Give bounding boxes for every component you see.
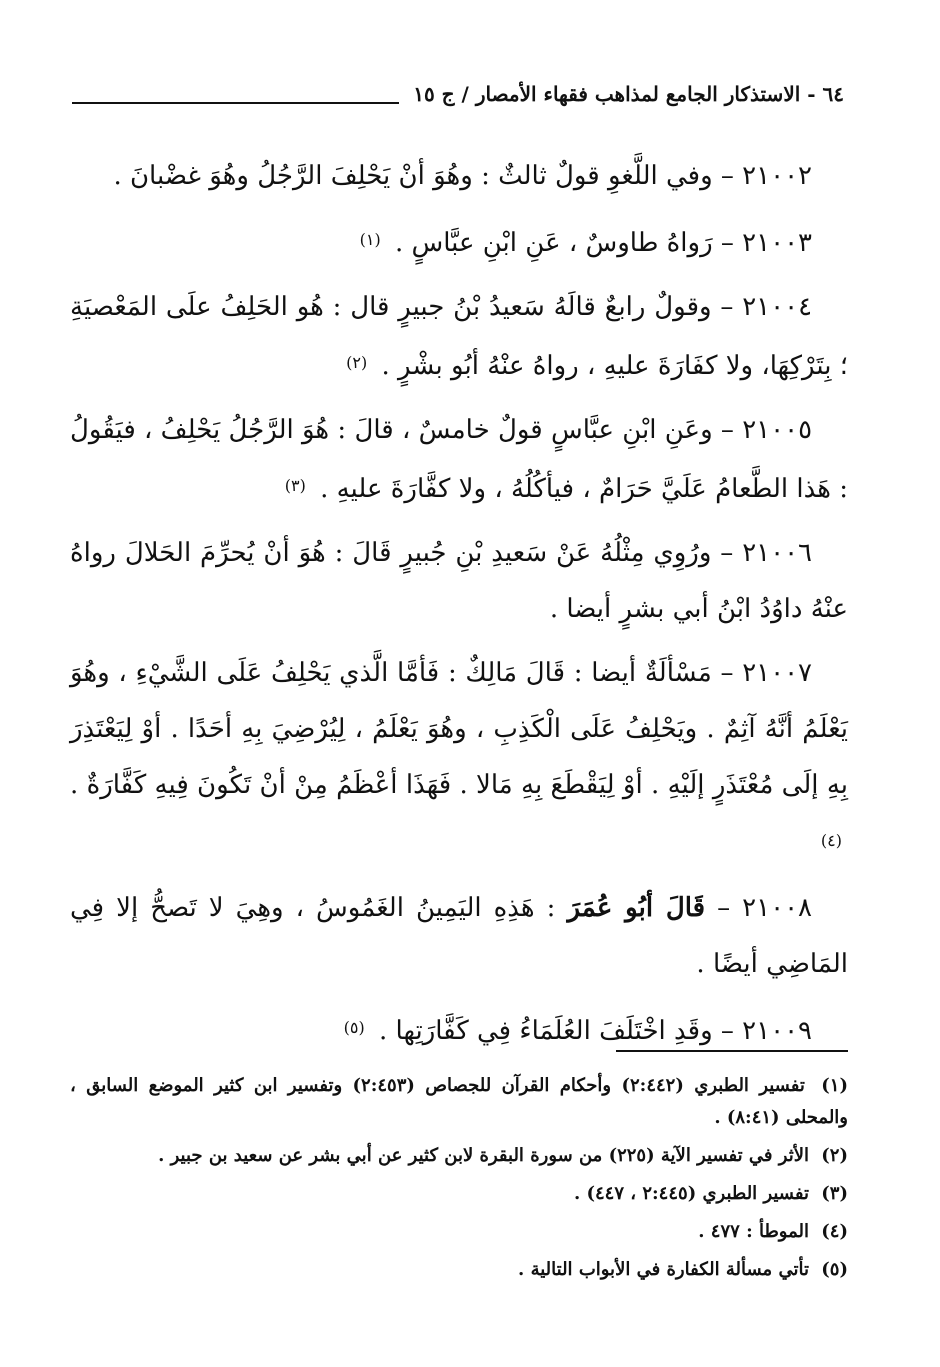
paragraph-21003: ٢١٠٠٣ – رَواهُ طاوسٌ ، عَنِ ابْنِ عبَّاسٍ . $^{(١)}$ (359, 228, 812, 258)
footnote-ref: (٣) (284, 476, 306, 495)
paragraph-text: وقولٌ رابعٌ قالَهُ سَعيدُ بْنُ جبيرٍ قال : هُو الحَلِفُ علَى المَعْصيَةِ ؛ بِتَرْكِهَا، ولا كفَارَةَ عليهِ ، رواهُ عنْهُ أبُو بشْرٍ . (70, 292, 848, 381)
footnote-text: الأثر في تفسير الآية (٢٢٥) من سورة البقرة لابن كثير عن أبي بشر عن سعيد بن جبير . (158, 1145, 809, 1166)
footnote-text: تفسير الطبري (٢:٤٤٢) وأحكام القرآن للجصاص (٢:٤٥٣) وتفسير ابن كثير الموضع السابق ، والمحلى (٨:٤١) . (70, 1075, 848, 1128)
paragraph-text: وقَدِ اخْتَلَفَ العُلَمَاءُ فِي كَفَّارَتِها . (379, 1016, 713, 1046)
footnote-2 (70, 1140, 848, 1172)
paragraph-number: ٢١٠٠٩ (742, 1016, 812, 1046)
paragraph-21007: ٢١٠٠٧ – مَسْألَةٌ أيضا : قَالَ مَالِكٌ : فَأمَّا الَّذي يَحْلِفُ عَلَى الشَّيْءِ ، وهُوَ يَعْلَمُ أنَّهُ آثِمٌ . ويَحْلِفُ عَلَى الْكَذِبِ ، وهُوَ يَعْلَمُ ، لِيُرْضِيَ بِهِ أحَدًا . أوْ لِيَعْتَذِرَ بِهِ إلَى مُعْتَذَرٍ إلَيْهِ . أوْ لِيَقْطَعَ بِهِ مَالا . فَهَذَا أعْظَمُ مِنْ أنْ تَكُونَ فِيهِ كَفَّارَةٌ . $^{(٤)}$ (70, 658, 848, 850)
footnote-ref: (١) (359, 230, 381, 249)
paragraph-21002: ٢١٠٠٢ – وفي اللَّغوِ قولٌ ثالثٌ : وهُوَ أنْ يَحْلِفَ الرَّجُلُ وهُوَ غضْبانَ . (113, 161, 812, 191)
footnote-separator (616, 1050, 848, 1052)
footnote-ref: (٢) (346, 353, 368, 372)
footnote-text: تأتي مسألة الكفارة في الأبواب التالية . (518, 1259, 809, 1280)
footnote-text: الموطأ : ٤٧٧ . (698, 1221, 809, 1242)
paragraph-number: ٢١٠٠٥ (742, 415, 813, 445)
footnote-5 (70, 1254, 848, 1286)
main-text (70, 148, 848, 1067)
footnote-marker: (٥) (821, 1259, 848, 1280)
footnote-4 (70, 1216, 848, 1248)
paragraph-number: ٢١٠٠٨ (742, 893, 812, 923)
footnote-marker: (٢) (821, 1145, 848, 1166)
paragraph-number: ٢١٠٠٣ (742, 228, 812, 258)
footnote-marker: (٤) (821, 1221, 848, 1242)
paragraph-number: ٢١٠٠٢ (742, 161, 812, 191)
paragraph-21008: ٢١٠٠٨ – قَالَ أبُو عُمَرَ : هَذِهِ اليَمِينُ الغَمُوسُ ، وهِيَ لا تَصحُّ إلا فِي المَاضِي أيضًا . (70, 893, 848, 979)
footnote-3 (70, 1178, 848, 1210)
paragraph-text: ورُوِي مِثْلُهُ عَنْ سَعيدِ بْنِ جُبيرٍ قَالَ : هُوَ أنْ يُحرِّمَ الحَلالَ رواهُ عنْهُ داوُدُ ابْنُ أبي بشرٍ أيضا . (70, 538, 848, 624)
footnote-marker: (١) (821, 1075, 848, 1096)
header-rule (72, 102, 399, 104)
paragraph-21005: ٢١٠٠٥ – وعَنِ ابْنِ عبَّاسٍ قولٌ خامسٌ ، قالَ : هُوَ الرَّجُلُ يَحْلِفُ ، فيَقُولُ : هَذا الطَّعامُ عَلَيَّ حَرَامٌ ، فيأكُلُهُ ، ولا كفَّارَةَ عليهِ . $^{(٣)}$ (70, 415, 848, 504)
paragraph-21009: ٢١٠٠٩ – وقَدِ اخْتَلَفَ العُلَمَاءُ فِي كَفَّارَتِها . $^{(٥)}$ (343, 1016, 812, 1046)
paragraph-text: : هَذِهِ اليَمِينُ الغَمُوسُ ، وهِيَ لا تَصحُّ إلا فِي المَاضِي أيضًا . (70, 893, 848, 979)
paragraph-21006: ٢١٠٠٦ – ورُوِي مِثْلُهُ عَنْ سَعيدِ بْنِ جُبيرٍ قَالَ : هُوَ أنْ يُحرِّمَ الحَلالَ رواهُ عنْهُ داوُدُ ابْنُ أبي بشرٍ أيضا . (70, 538, 848, 624)
paragraph-text: رَواهُ طاوسٌ ، عَنِ ابْنِ عبَّاسٍ . (394, 228, 713, 258)
paragraph-text: وفي اللَّغوِ قولٌ ثالثٌ : وهُوَ أنْ يَحْلِفَ الرَّجُلُ وهُوَ غضْبانَ . (113, 161, 713, 191)
footnote-marker: (٣) (821, 1183, 848, 1204)
footnote-ref: (٥) (343, 1018, 365, 1037)
paragraph-21004: ٢١٠٠٤ – وقولٌ رابعٌ قالَهُ سَعيدُ بْنُ جبيرٍ قال : هُو الحَلِفُ علَى المَعْصيَةِ ؛ بِتَرْكِهَا، ولا كفَارَةَ عليهِ ، رواهُ عنْهُ أبُو بشْرٍ . $^{(٢)}$ (70, 292, 848, 381)
header-text: ٦٤ - الاستذكار الجامع لمذاهب فقهاء الأمصار / ج ١٥ (413, 82, 844, 106)
paragraph-number: ٢١٠٠٤ (742, 292, 813, 322)
running-title: الاستذكار الجامع لمذاهب فقهاء الأمصار / ج ١٥ (413, 82, 801, 106)
running-header (72, 76, 844, 112)
paragraph-text: مَسْألَةٌ أيضا : قَالَ مَالِكٌ : فَأمَّا الَّذي يَحْلِفُ عَلَى الشَّيْءِ ، وهُوَ يَعْلَمُ أنَّهُ آثِمٌ . ويَحْلِفُ عَلَى الْكَذِبِ ، وهُوَ يَعْلَمُ ، لِيُرْضِيَ بِهِ أحَدًا . أوْ لِيَعْتَذِرَ بِهِ إلَى مُعْتَذَرٍ إلَيْهِ . أوْ لِيَقْطَعَ بِهِ مَالا . فَهَذَا أعْظَمُ مِنْ أنْ تَكُونَ فِيهِ كَفَّارَةٌ . (70, 658, 848, 800)
paragraph-lead: قَالَ أبُو عُمَرَ (567, 893, 706, 923)
paragraph-number: ٢١٠٠٧ (742, 658, 813, 688)
paragraph-number: ٢١٠٠٦ (742, 538, 813, 568)
footnotes (70, 1070, 848, 1292)
page-number: ٦٤ (822, 82, 844, 106)
paragraph-text: وعَنِ ابْنِ عبَّاسٍ قولٌ خامسٌ ، قالَ : هُوَ الرَّجُلُ يَحْلِفُ ، فيَقُولُ : هَذا الطَّعامُ عَلَيَّ حَرَامٌ ، فيأكُلُهُ ، ولا كفَّارَةَ عليهِ . (70, 415, 848, 504)
footnote-1 (70, 1070, 848, 1134)
footnote-text: تفسير الطبري (٢:٤٤٥ ، ٤٤٧) . (573, 1183, 809, 1204)
footnote-ref: (٤) (820, 831, 842, 850)
